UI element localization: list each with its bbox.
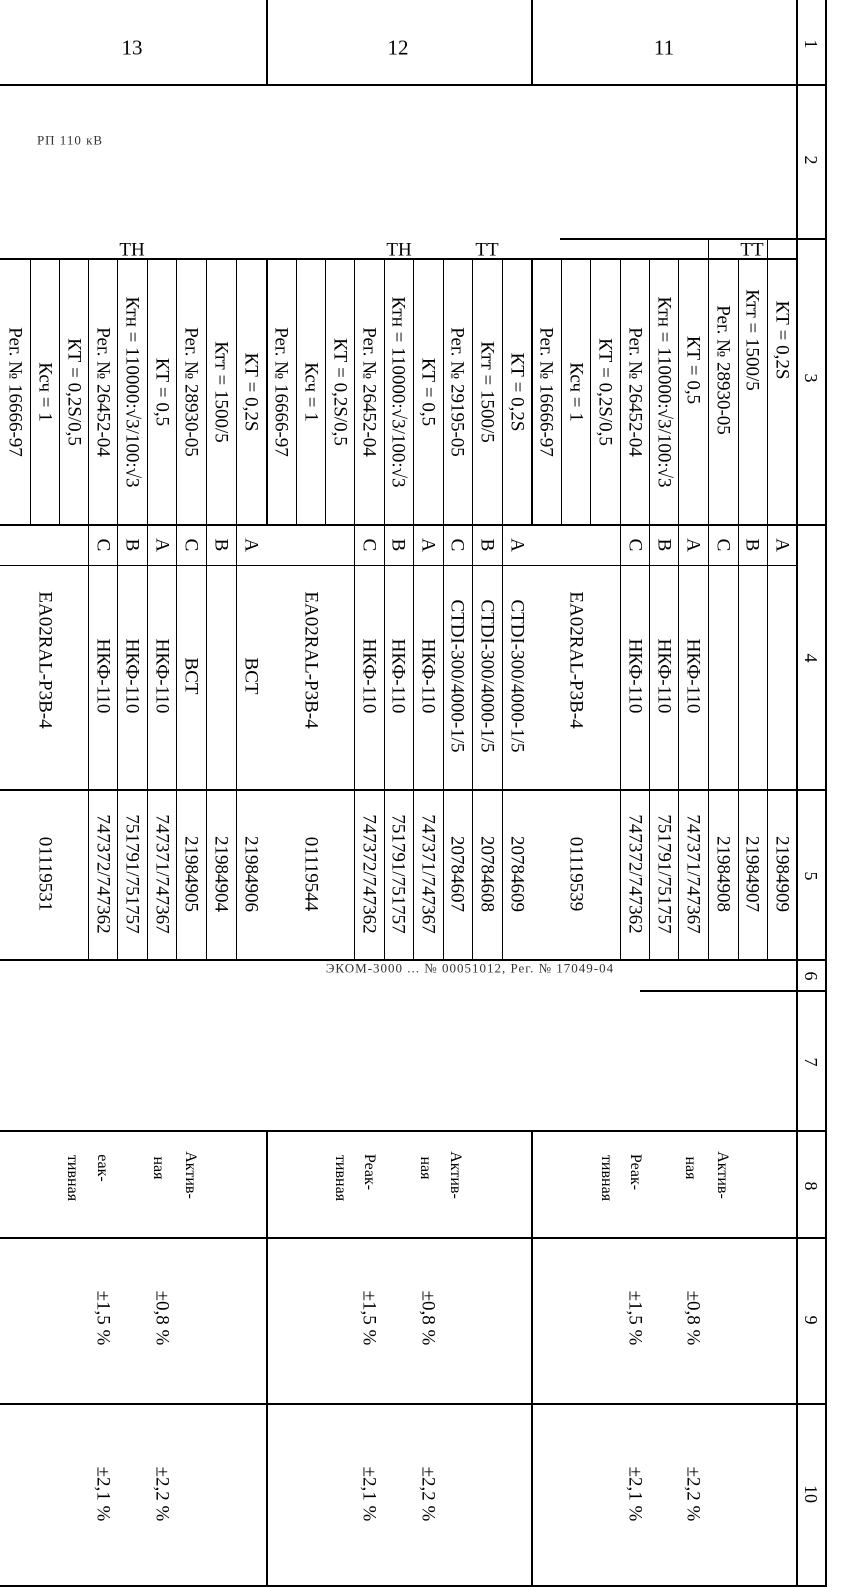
g12-meter-serial: 01119544 (300, 836, 322, 912)
sub-v8 (236, 258, 237, 526)
g13-param-2: Рег. № 28930-05 (180, 327, 202, 457)
g11-phase-5: С (624, 538, 646, 552)
faint-col2-text-13: РП 110 кВ (36, 132, 104, 148)
g13-serial-1: 21984904 (210, 836, 232, 912)
g13-err10-1: ±2,1 % (92, 1466, 114, 1522)
g13-param-1: Ктт = 1500/5 (210, 341, 232, 443)
g13-meter-type: EA02RAL-P3B-4 (34, 591, 56, 729)
label-tt-11: ТТ (740, 239, 764, 261)
sub-v5 (147, 258, 148, 526)
phase-v10 (443, 524, 444, 960)
g12-param-7: Ксч = 1 (300, 362, 322, 422)
g11-err10-1: ±2,1 % (624, 1466, 646, 1522)
phase-v18 (767, 524, 768, 960)
g12-serial-1: 20784608 (476, 836, 498, 912)
g13-energy-0: Актив- (182, 1151, 199, 1199)
column-number-1: 1 (801, 39, 821, 49)
g11-type-0: НКФ-110 (682, 638, 704, 714)
sub-v9 (296, 258, 297, 526)
phase-v11 (472, 524, 473, 960)
column-number-7: 7 (801, 1057, 821, 1067)
g11-meter-serial: 01119539 (565, 836, 587, 912)
sub-v16 (502, 258, 503, 526)
column-number-2: 2 (801, 155, 821, 165)
sub-v12 (384, 258, 385, 526)
faint-col6-text: ЭКОМ-3000 ... № 00051012, Рег. № 17049-04 (325, 960, 615, 976)
hline-8 (0, 1237, 826, 1239)
column-number-10: 10 (801, 1485, 821, 1503)
column-number-6: 6 (801, 971, 821, 981)
g13-param-4: Ктн = 110000:√3/100:√3 (121, 296, 143, 488)
column-number-8: 8 (801, 1181, 821, 1191)
phase-v7 (354, 524, 355, 960)
g11-energy-1: ная (682, 1156, 699, 1180)
g11-param-4: КТ = 0,5 (682, 335, 704, 405)
g11-serial-3: 747371/747367 (682, 814, 704, 934)
g12-param-3: КТ = 0,5 (417, 357, 439, 427)
g13-serial-0: 21984906 (240, 836, 262, 912)
phase-v4 (176, 524, 177, 960)
g11-param-7: Ксч = 1 (565, 362, 587, 422)
g11-param-8: Рег. № 16666-97 (535, 327, 557, 457)
g12-phase-5: С (358, 538, 380, 552)
g13-param-7: Ксч = 1 (34, 362, 56, 422)
g11-serial-4: 751791/751757 (653, 814, 675, 934)
g13-phase-4: В (121, 538, 143, 552)
strip-sep-1 (796, 84, 826, 86)
g11-energy-2: Реак- (627, 1153, 644, 1191)
g12-param-4: Ктн = 110000:√3/100:√3 (387, 296, 409, 488)
g11-phase-1: В (741, 538, 763, 552)
phase-v15 (678, 524, 679, 960)
header-number-12: 12 (387, 35, 409, 60)
sub-v18 (590, 258, 591, 526)
g13-phase-2: С (180, 538, 202, 552)
g13-phase-3: А (151, 538, 173, 552)
sub-v6 (176, 258, 177, 526)
g12-energy-3: тивная (332, 1154, 349, 1202)
phase-v3 (147, 524, 148, 960)
sub-v10 (325, 258, 326, 526)
g11-err9-1: ±1,5 % (624, 1290, 646, 1346)
g11-param-1: Ктт = 1500/5 (741, 289, 763, 391)
g11-energy-3: тивная (598, 1154, 615, 1202)
g11-type-1: НКФ-110 (653, 638, 675, 714)
g12-phase-2: С (446, 538, 468, 552)
group-sep-12-13-c (266, 258, 268, 526)
phase-v13 (620, 524, 621, 960)
g12-type-3: НКФ-110 (417, 638, 439, 714)
sub-v15 (472, 258, 473, 526)
phase-v8 (384, 524, 385, 960)
hline-7 (0, 1130, 826, 1132)
g13-type-4: НКФ-110 (92, 638, 114, 714)
g12-param-5: Рег. № 26452-04 (358, 327, 380, 457)
sub-v7 (206, 258, 207, 526)
g11-param-0: КТ = 0,2S (771, 300, 793, 380)
g12-serial-4: 751791/751757 (387, 814, 409, 934)
phase-v16 (708, 524, 709, 960)
g11-param-5: Рег. № 26452-04 (624, 327, 646, 457)
g12-meter-type: EA02RAL-P3B-4 (300, 591, 322, 729)
g11-meter-type: EA02RAL-P3B-4 (565, 591, 587, 729)
hline-6 (640, 990, 826, 992)
sub-v3 (88, 258, 89, 526)
g13-err9-1: ±1,5 % (92, 1290, 114, 1346)
sub-v1 (30, 258, 31, 526)
phase-v5 (206, 524, 207, 960)
g11-err9-0: ±0,8 % (682, 1290, 704, 1346)
g12-phase-3: А (417, 538, 439, 552)
phase-v12 (502, 524, 503, 960)
g11-phase-3: А (682, 538, 704, 552)
g11-serial-5: 747372/747362 (624, 814, 646, 934)
g13-param-6: КТ = 0,2S/0,5 (63, 338, 85, 446)
sub-v20 (649, 258, 650, 526)
label-tn-13: ТН (119, 239, 145, 261)
g11-param-2: Рег. № 28930-05 (712, 305, 734, 435)
sub-v2 (59, 258, 60, 526)
group-sep-12-13-b (266, 1130, 268, 1587)
g11-phase-2: С (712, 538, 734, 552)
g12-err9-1: ±1,5 % (358, 1290, 380, 1346)
g13-serial-3: 747371/747367 (151, 814, 173, 934)
g12-type-2: CTDI-300/4000-1/5 (446, 599, 468, 753)
group-sep-11-12-b (531, 1130, 533, 1587)
g11-serial-1: 21984907 (741, 836, 763, 912)
g11-err10-0: ±2,2 % (682, 1466, 704, 1522)
phase-v2 (117, 524, 118, 960)
g12-energy-0: Актив- (447, 1151, 464, 1199)
g12-type-0: CTDI-300/4000-1/5 (506, 599, 528, 753)
header-number-11: 11 (653, 35, 675, 60)
g13-serial-2: 21984905 (180, 836, 202, 912)
g12-energy-2: Реак- (361, 1153, 378, 1191)
g13-phase-1: В (210, 538, 232, 552)
g12-type-5: НКФ-110 (358, 638, 380, 714)
column-number-4: 4 (801, 653, 821, 663)
g12-err9-0: ±0,8 % (417, 1290, 439, 1346)
g12-err10-1: ±2,1 % (358, 1466, 380, 1522)
group-sep-11-12 (531, 0, 533, 85)
hline-1 (0, 84, 826, 86)
phase-v9 (413, 524, 414, 960)
phase-v1 (88, 524, 89, 960)
g12-param-2: Рег. № 29195-05 (446, 327, 468, 457)
group-sep-11-12-c (531, 258, 533, 526)
g13-err9-0: ±0,8 % (151, 1290, 173, 1346)
sub-v24 (767, 240, 768, 526)
label-tt-12: ТТ (475, 239, 499, 261)
g12-err10-0: ±2,2 % (417, 1466, 439, 1522)
g13-type-3: НКФ-110 (121, 638, 143, 714)
g13-type-1: ВСТ (180, 657, 202, 695)
g12-serial-3: 747371/747367 (417, 814, 439, 934)
g13-energy-1: ная (150, 1156, 167, 1180)
g12-phase-1: В (476, 538, 498, 552)
g12-type-4: НКФ-110 (387, 638, 409, 714)
g13-err10-0: ±2,2 % (151, 1466, 173, 1522)
g11-serial-2: 21984908 (712, 836, 734, 912)
g13-serial-4: 751791/751757 (121, 814, 143, 934)
g13-param-5: Рег. № 26452-04 (92, 327, 114, 457)
g12-phase-4: В (387, 538, 409, 552)
hline-2 (560, 238, 826, 240)
g12-serial-2: 20784607 (446, 836, 468, 912)
sub-v14 (443, 258, 444, 526)
g12-param-0: КТ = 0,2S (506, 352, 528, 432)
label-tn-12: ТН (386, 239, 412, 261)
phase-v6 (236, 524, 237, 960)
g13-type-2: НКФ-110 (151, 638, 173, 714)
g13-energy-2: еак- (94, 1154, 111, 1182)
g13-param-3: КТ = 0,5 (151, 357, 173, 427)
sub-v11 (354, 258, 355, 526)
g13-param-0: КТ = 0,2S (240, 352, 262, 432)
g12-serial-0: 20784609 (506, 836, 528, 912)
g13-serial-5: 747372/747362 (92, 814, 114, 934)
phase-v17 (738, 524, 739, 960)
g11-type-2: НКФ-110 (624, 638, 646, 714)
hline-9 (0, 1403, 826, 1405)
sub-v23 (738, 258, 739, 526)
g13-energy-3: тивная (64, 1154, 81, 1202)
g11-serial-0: 21984909 (771, 836, 793, 912)
phase-h (0, 565, 796, 566)
g13-phase-5: С (92, 538, 114, 552)
g12-param-1: Ктт = 1500/5 (476, 341, 498, 443)
group-sep-12-13 (266, 0, 268, 85)
g11-param-3: Ктн = 110000:√3/100:√3 (653, 296, 675, 488)
g13-meter-serial: 01119531 (34, 836, 56, 912)
sub-v22 (708, 240, 709, 526)
g12-energy-1: ная (417, 1156, 434, 1180)
sub-v19 (620, 258, 621, 526)
sub-v13 (413, 258, 414, 526)
sub-v17 (561, 258, 562, 526)
sub-v4 (117, 258, 118, 526)
header-number-13: 13 (121, 35, 143, 60)
g13-param-8: Рег. № 16666-97 (4, 327, 26, 457)
g13-type-0: ВСТ (240, 657, 262, 695)
g12-phase-0: А (506, 538, 528, 552)
g11-param-6: КТ = 0,2S/0,5 (594, 338, 616, 446)
g11-phase-4: В (653, 538, 675, 552)
g11-phase-0: А (771, 538, 793, 552)
g12-serial-5: 747372/747362 (358, 814, 380, 934)
phase-v14 (649, 524, 650, 960)
sub-v21 (678, 258, 679, 526)
g12-param-6: КТ = 0,2S/0,5 (329, 338, 351, 446)
g12-type-1: CTDI-300/4000-1/5 (476, 599, 498, 753)
g13-phase-0: А (240, 538, 262, 552)
column-number-3: 3 (801, 373, 821, 383)
column-number-9: 9 (801, 1315, 821, 1325)
g11-energy-0: Актив- (714, 1151, 731, 1199)
g12-param-8: Рег. № 16666-97 (270, 327, 292, 457)
column-number-5: 5 (801, 871, 821, 881)
